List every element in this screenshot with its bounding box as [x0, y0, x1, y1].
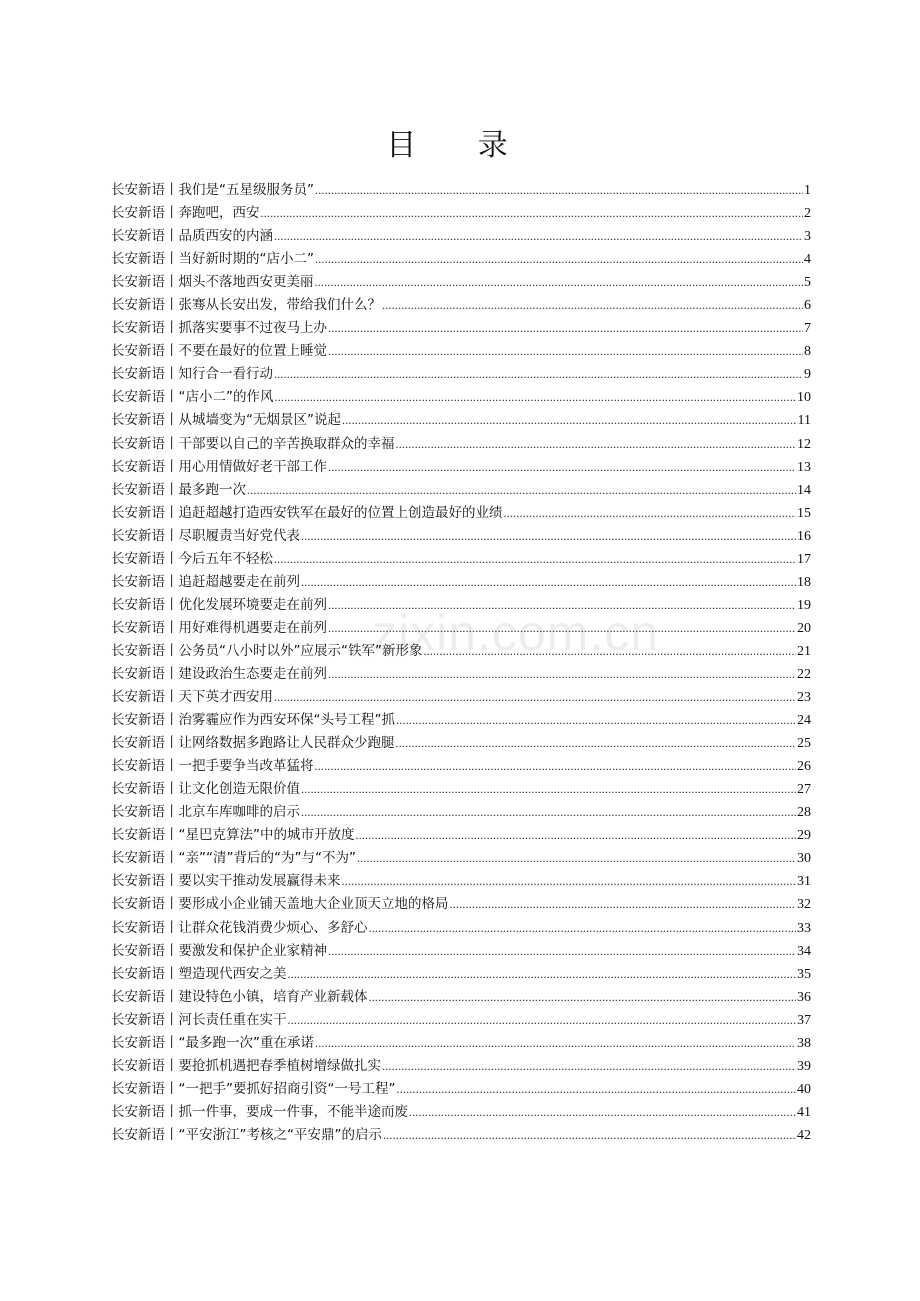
- toc-entry-page-number: 30: [797, 851, 811, 867]
- toc-entry[interactable]: [111, 456, 811, 479]
- toc-entry[interactable]: [111, 502, 811, 525]
- toc-entry-page-number: 19: [797, 597, 811, 613]
- toc-dot-leader: [328, 317, 803, 340]
- toc-entry-page-number: 10: [797, 390, 811, 406]
- toc-entry[interactable]: [111, 363, 811, 386]
- toc-entry-title: 长安新语丨“最多跑一次”重在承诺: [111, 1034, 314, 1051]
- toc-dot-leader: [315, 271, 804, 294]
- toc-entry-page-number: 9: [804, 367, 811, 383]
- toc-entry-title: 长安新语丨“一把手”要抓好招商引资“一号工程”: [111, 1080, 396, 1097]
- toc-entry-page-number: 24: [797, 713, 811, 729]
- toc-dot-leader: [274, 548, 796, 571]
- toc-entry-page-number: 3: [804, 229, 811, 245]
- toc-dot-leader: [357, 847, 796, 870]
- toc-entry-page-number: 2: [804, 206, 811, 222]
- toc-entry[interactable]: [111, 1009, 811, 1032]
- toc-entry-page-number: 36: [797, 989, 811, 1005]
- toc-entry[interactable]: [111, 1055, 811, 1078]
- toc-entry-page-number: 34: [797, 943, 811, 959]
- toc-dot-leader: [328, 663, 796, 686]
- toc-entry-page-number: 11: [797, 413, 811, 429]
- toc-dot-leader: [342, 870, 797, 893]
- toc-entry-page-number: 17: [797, 551, 811, 567]
- toc-entry[interactable]: [111, 1078, 811, 1101]
- toc-entry-page-number: 42: [797, 1127, 811, 1143]
- toc-entry[interactable]: [111, 917, 811, 940]
- toc-entry[interactable]: [111, 732, 811, 755]
- toc-entry-page-number: 8: [804, 344, 811, 360]
- toc-entry[interactable]: [111, 409, 811, 432]
- toc-entry-page-number: 7: [804, 321, 811, 337]
- toc-entry-title: 长安新语丨要形成小企业铺天盖地大企业顶天立地的格局: [111, 896, 449, 913]
- toc-entry-title: 长安新语丨建设政治生态要走在前列: [111, 665, 327, 682]
- toc-dot-leader: [396, 1078, 796, 1101]
- toc-entry-title: 长安新语丨“星巴克算法”中的城市开放度: [111, 827, 355, 844]
- toc-entry-page-number: 21: [797, 643, 811, 659]
- toc-dot-leader: [261, 202, 804, 225]
- toc-title: 目 录: [386, 128, 534, 163]
- toc-entry-page-number: 13: [797, 459, 811, 475]
- toc-entry-title: 长安新语丨用好难得机遇要走在前列: [111, 619, 327, 636]
- toc-dot-leader: [315, 1032, 796, 1055]
- toc-entry-title: 长安新语丨张骞从长安出发，带给我们什么？: [111, 297, 381, 314]
- watermark: zixin.com.cn: [372, 605, 660, 661]
- toc-dot-leader: [315, 248, 803, 271]
- toc-entry-title: 长安新语丨干部要以自己的辛苦换取群众的幸福: [111, 435, 395, 452]
- toc-entry[interactable]: [111, 709, 811, 732]
- toc-entry-title: 长安新语丨塑造现代西安之美: [111, 965, 287, 982]
- toc-entry[interactable]: [111, 294, 811, 317]
- toc-entry-title: 长安新语丨北京车库咖啡的启示: [111, 804, 300, 821]
- toc-entry-page-number: 28: [797, 805, 811, 821]
- toc-entry[interactable]: [111, 686, 811, 709]
- toc-entry[interactable]: [111, 202, 811, 225]
- toc-entry-title: 长安新语丨要激发和保护企业家精神: [111, 942, 327, 959]
- toc-entry-title: 长安新语丨当好新时期的“店小二”: [111, 251, 314, 268]
- toc-dot-leader: [356, 824, 797, 847]
- toc-dot-leader: [328, 340, 803, 363]
- toc-dot-leader: [288, 1009, 797, 1032]
- toc-dot-leader: [301, 801, 796, 824]
- toc-entry-title: 长安新语丨优化发展环境要走在前列: [111, 596, 327, 613]
- toc-entry-page-number: 32: [797, 897, 811, 913]
- toc-dot-leader: [328, 594, 796, 617]
- toc-dot-leader: [328, 456, 796, 479]
- toc-entry-page-number: 37: [797, 1012, 811, 1028]
- toc-entry[interactable]: [111, 663, 811, 686]
- toc-dot-leader: [301, 571, 796, 594]
- toc-dot-leader: [504, 502, 797, 525]
- toc-dot-leader: [382, 1055, 796, 1078]
- toc-dot-leader: [274, 225, 803, 248]
- toc-entry-title: 长安新语丨要抢抓机遇把春季植树增绿做扎实: [111, 1057, 381, 1074]
- toc-entry[interactable]: [111, 179, 811, 202]
- toc-entry-title: 长安新语丨要以实干推动发展赢得未来: [111, 873, 341, 890]
- toc-entry[interactable]: [111, 525, 811, 548]
- toc-entry-page-number: 23: [797, 690, 811, 706]
- toc-entry-title: 长安新语丨用心用情做好老干部工作: [111, 458, 327, 475]
- toc-entry-title: 长安新语丨尽职履责当好党代表: [111, 527, 300, 544]
- toc-entry[interactable]: [111, 594, 811, 617]
- toc-dot-leader: [450, 893, 797, 916]
- toc-dot-leader: [301, 525, 796, 548]
- toc-entry-title: 长安新语丨追赶超越要走在前列: [111, 573, 300, 590]
- toc-entry[interactable]: [111, 801, 811, 824]
- toc-entry[interactable]: [111, 847, 811, 870]
- toc-entry-title: 长安新语丨奔跑吧，西安: [111, 205, 260, 222]
- toc-entry-page-number: 41: [797, 1104, 811, 1120]
- toc-entry-page-number: 18: [797, 574, 811, 590]
- toc-dot-leader: [369, 917, 797, 940]
- toc-entry-page-number: 40: [797, 1081, 811, 1097]
- toc-entry-title: 长安新语丨公务员“八小时以外”应展示“铁军”新形象: [111, 642, 423, 659]
- toc-entry-page-number: 4: [804, 252, 811, 268]
- toc-entry[interactable]: [111, 1032, 811, 1055]
- toc-entry-page-number: 33: [797, 920, 811, 936]
- toc-entry[interactable]: [111, 640, 811, 663]
- toc-dot-leader: [247, 479, 796, 502]
- toc-entry-title: 长安新语丨一把手要争当改革猛将: [111, 758, 314, 775]
- toc-entry-page-number: 26: [797, 759, 811, 775]
- toc-entry[interactable]: [111, 571, 811, 594]
- toc-entry-title: 长安新语丨让文化创造无限价值: [111, 781, 300, 798]
- toc-entry[interactable]: [111, 386, 811, 409]
- toc-entry-title: 长安新语丨让网络数据多跑路让人民群众少跑腿: [111, 735, 395, 752]
- toc-dot-leader: [301, 778, 796, 801]
- toc-entry-title: 长安新语丨天下英才西安用: [111, 689, 273, 706]
- toc-dot-leader: [274, 686, 796, 709]
- toc-entry-page-number: 6: [804, 298, 811, 314]
- toc-entry-page-number: 39: [797, 1058, 811, 1074]
- toc-entry-title: 长安新语丨今后五年不轻松: [111, 550, 273, 567]
- toc-entry-title: 长安新语丨我们是“五星级服务员”: [111, 182, 314, 198]
- toc-entry[interactable]: [111, 824, 811, 847]
- toc-entry[interactable]: [111, 755, 811, 778]
- toc-dot-leader: [328, 617, 796, 640]
- toc-entry[interactable]: [111, 479, 811, 502]
- toc-entry[interactable]: [111, 1101, 811, 1124]
- toc-entry-title: 长安新语丨最多跑一次: [111, 481, 246, 498]
- toc-entry-title: 长安新语丨抓一件事，要成一件事，不能半途而废: [111, 1103, 408, 1120]
- toc-entry-page-number: 12: [797, 436, 811, 452]
- toc-entry[interactable]: [111, 963, 811, 986]
- toc-dot-leader: [288, 963, 797, 986]
- toc-entry-page-number: 25: [797, 736, 811, 752]
- toc-dot-leader: [274, 363, 803, 386]
- toc-entry-title: 长安新语丨河长责任重在实干: [111, 1011, 287, 1028]
- toc-dot-leader: [328, 940, 796, 963]
- toc-dot-leader: [396, 433, 797, 456]
- toc-dot-leader: [396, 732, 797, 755]
- toc-dot-leader: [409, 1101, 796, 1124]
- toc-entry[interactable]: [111, 617, 811, 640]
- toc-entry-page-number: 38: [797, 1035, 811, 1051]
- toc-dot-leader: [315, 755, 797, 778]
- toc-entry[interactable]: [111, 317, 811, 340]
- toc-entry-page-number: 16: [797, 528, 811, 544]
- toc-entry[interactable]: [111, 870, 811, 893]
- toc-entry-page-number: 22: [797, 666, 811, 682]
- toc-entry-title: 长安新语丨追赶超越打造西安铁军在最好的位置上创造最好的业绩: [111, 504, 503, 521]
- toc-entry-title: 长安新语丨建设特色小镇，培育产业新载体: [111, 988, 368, 1005]
- toc-entry-page-number: 35: [797, 966, 811, 982]
- toc-entry-title: 长安新语丨抓落实要事不过夜马上办: [111, 320, 327, 337]
- toc-entry-page-number: 29: [797, 828, 811, 844]
- toc-entry-title: 长安新语丨不要在最好的位置上睡觉: [111, 343, 327, 360]
- toc-entry-title: 长安新语丨知行合一看行动: [111, 366, 273, 383]
- toc-entry-page-number: 1: [804, 183, 811, 198]
- toc-entry-title: 长安新语丨“店小二”的作风: [111, 389, 274, 406]
- toc-dot-leader: [315, 179, 803, 202]
- toc-dot-leader: [382, 294, 803, 317]
- toc-entry-title: 长安新语丨“亲”“清”背后的“为”与“不为”: [111, 850, 356, 867]
- toc-entry-page-number: 14: [797, 482, 811, 498]
- toc-entry-title: 长安新语丨让群众花钱消费少烦心、多舒心: [111, 919, 368, 936]
- toc-entry-title: 长安新语丨烟头不落地西安更美丽: [111, 274, 314, 291]
- toc-entry-title: 长安新语丨品质西安的内涵: [111, 228, 273, 245]
- toc-dot-leader: [275, 386, 797, 409]
- toc-entry[interactable]: [111, 340, 811, 363]
- toc-entry[interactable]: [111, 433, 811, 456]
- toc-entry-page-number: 5: [804, 275, 811, 291]
- toc-entry[interactable]: [111, 1124, 811, 1147]
- toc-dot-leader: [369, 986, 797, 1009]
- toc-entry[interactable]: [111, 778, 811, 801]
- toc-dot-leader: [396, 709, 796, 732]
- toc-entry-page-number: 31: [797, 874, 811, 890]
- toc-dot-leader: [423, 640, 796, 663]
- toc-entry-title: 长安新语丨治雾霾应作为西安环保“头号工程”抓: [111, 712, 395, 729]
- toc-entry[interactable]: [111, 248, 811, 271]
- toc-entry[interactable]: [111, 893, 811, 916]
- toc-entry-title: 长安新语丨从城墙变为“无烟景区”说起: [111, 412, 341, 429]
- toc-entry-page-number: 15: [797, 505, 811, 521]
- toc-entry-title: 长安新语丨“平安浙江”考核之“平安鼎”的启示: [111, 1126, 382, 1143]
- toc-dot-leader: [383, 1124, 796, 1147]
- toc-dot-leader: [342, 409, 797, 432]
- toc-entry[interactable]: [111, 225, 811, 248]
- toc-entry[interactable]: [111, 986, 811, 1009]
- table-of-contents: [111, 179, 811, 1147]
- toc-entry[interactable]: [111, 271, 811, 294]
- toc-entry[interactable]: [111, 940, 811, 963]
- toc-entry-page-number: 27: [797, 782, 811, 798]
- toc-entry-page-number: 20: [797, 620, 811, 636]
- toc-entry[interactable]: [111, 548, 811, 571]
